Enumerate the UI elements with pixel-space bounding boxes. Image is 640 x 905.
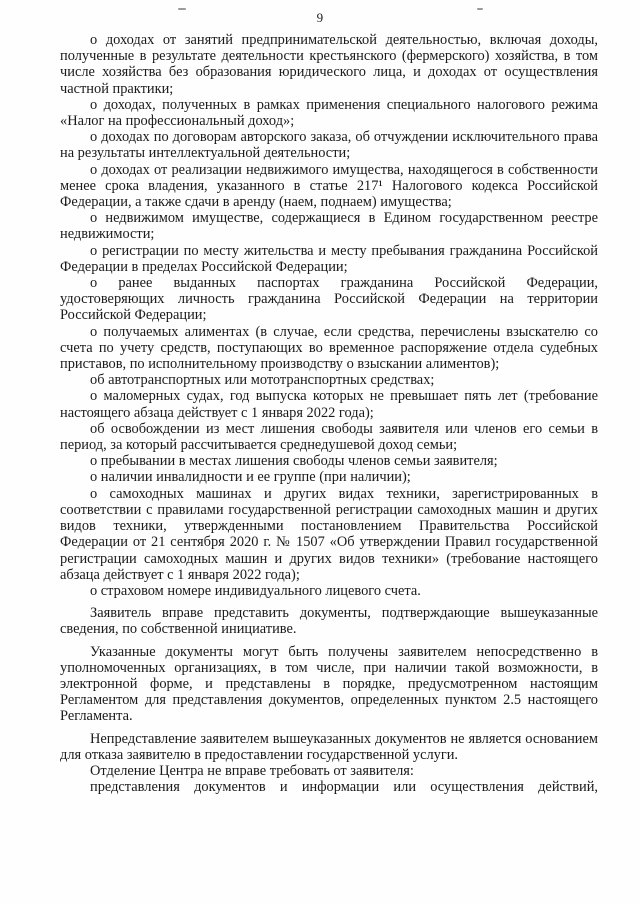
paragraph: об освобождении из мест лишения свободы заявителя или членов его семьи в период, за который рассчитывается среднедушевой доход семьи; [60,420,598,454]
paragraph: о пребывании в местах лишения свободы членов семьи заявителя; [90,453,498,470]
paragraph: о наличии инвалидности и ее группе (при наличии); [90,469,411,486]
paragraph: о маломерных судах, год выпуска которых не превышает пять лет (требование настоящего абзаца действует с 1 января 2022 года); [60,388,598,421]
paragraph: о доходах от реализации недвижимого имущества, находящегося в собственности менее срока владения, указанного в статье 217¹ Налогового кодекса Российской Федерации, а также сдачи в аренду (наем, поднаем) имущества; [60,161,598,211]
paragraph: Заявитель вправе представить документы, подтверждающие вышеуказанные сведения, по собственной инициативе. [60,605,598,638]
paragraph: о ранее выданных паспортах гражданина Российской Федерации, удостоверяющих личность гражданина Российской Федерации на территории Российской Федерации; [60,275,598,324]
paragraph: об автотранспортных или мототранспортных средствах; [90,372,435,389]
paragraph: о страховом номере индивидуального лицевого счета. [90,582,421,599]
paragraph: о доходах от занятий предпринимательской деятельностью, включая доходы, полученные в результате деятельности крестьянского (фермерского) хозяйства, в том числе хозяйства без образования юридического лица, и доходах от осуществления частной практики; [60,32,598,97]
paragraph: представления документов и информации или осуществления действий, [90,779,598,796]
paragraph: о недвижимом имуществе, содержащиеся в Едином государственном реестре недвижимости; [60,210,598,243]
paragraph: о получаемых алиментах (в случае, если средства, перечислены взыскателю со счета по учету средств, поступающих во временное распоряжение отдела судебных приставов, по исполнительному производству о взыскании алиментов); [60,323,598,373]
paragraph: Указанные документы могут быть получены заявителем непосредственно в уполномоченных организациях, в том числе, при наличии такой возможности, в электронной форме, и представлены в порядке, предусмотренном настоящим Регламентом для представления документов, определенных пунктом 2.5 настоящего Регламента. [60,643,598,725]
paragraph: о доходах, полученных в рамках применения специального налогового режима «Налог на профессиональный доход»; [60,96,598,130]
page-number: 9 [316,10,324,25]
paragraph: Отделение Центра не вправе требовать от заявителя: [90,762,414,779]
paragraph: о доходах по договорам авторского заказа, об отчуждении исключительного права на результаты интеллектуальной деятельности; [60,129,598,162]
paragraph: о регистрации по месту жительства и месту пребывания гражданина Российской Федерации в пределах Российской Федерации; [60,242,598,275]
document-body [60,32,598,795]
paragraph: о самоходных машинах и других видах техники, зарегистрированных в соответствии с правилами государственной регистрации самоходных машин и других видов техники, утвержденными постановлением Правительства Российской Федерации от 21 сентября 2020 г. № 1507 «Об утверждении Правил государственной регистрации самоходных машин и других видов техники» (требование настоящего абзаца действует с 1 января 2022 года); [60,485,598,583]
paragraph: Непредставление заявителем вышеуказанных документов не является основанием для отказа заявителю в предоставлении государственной услуги. [60,730,598,763]
